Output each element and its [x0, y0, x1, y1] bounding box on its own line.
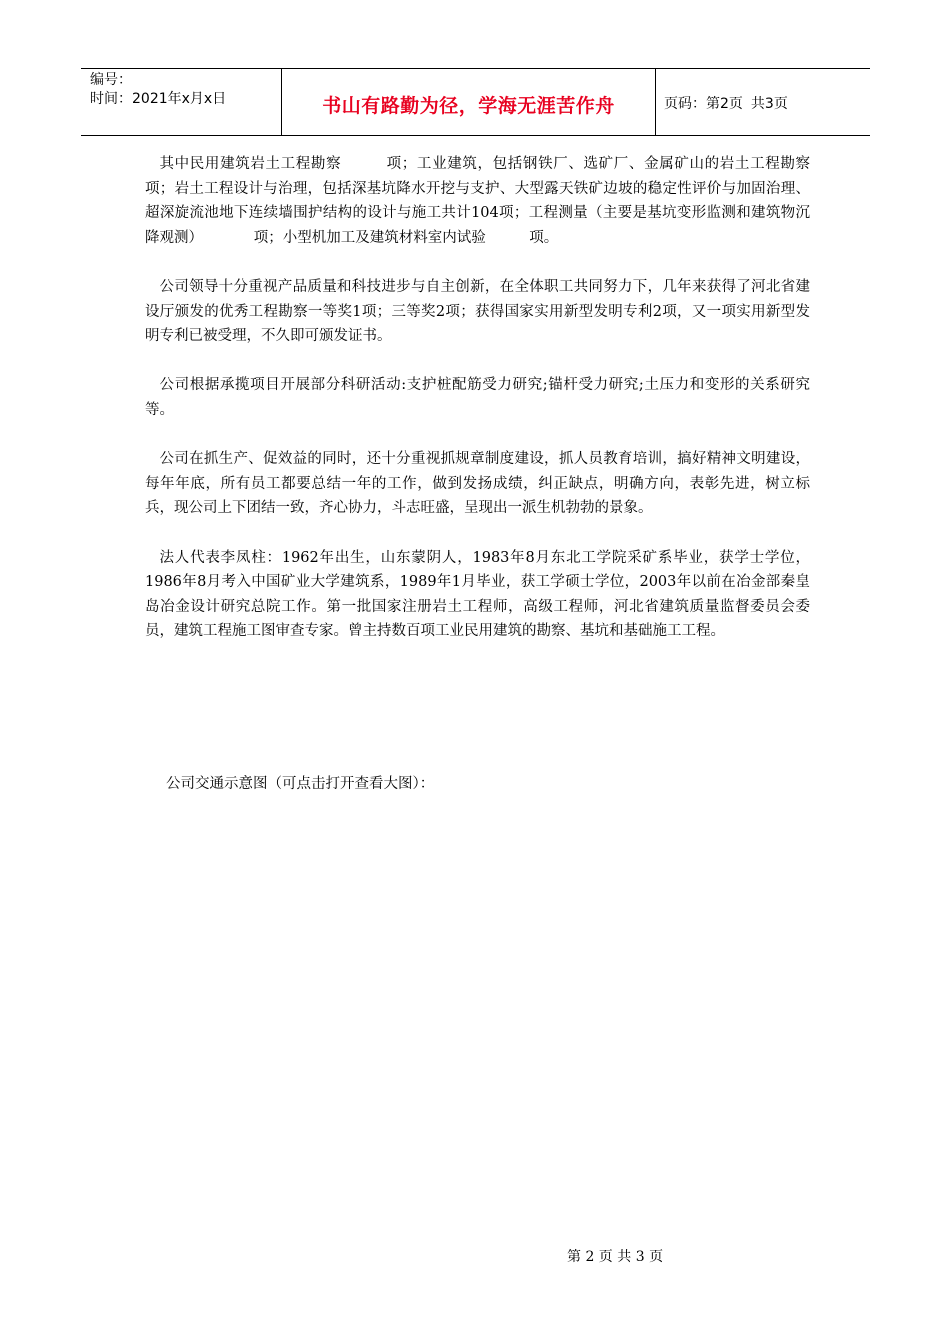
footer-page-number: 第 2 页 共 3 页	[567, 1249, 664, 1265]
header-meta-cell	[81, 69, 282, 135]
header-motto-cell	[282, 69, 656, 135]
paragraph-awards: 公司领导十分重视产品质量和科技进步与自主创新，在全体职工共同努力下，几年来获得了河北省建设厅颁发的优秀工程勘察一等奖1项；三等奖2项；获得国家实用新型发明专利2项，又一项实用新型发明专利已被受理，不久即可颁发证书。	[145, 278, 810, 345]
page-total-label: 共3页	[750, 96, 788, 112]
paragraph-research: 公司根据承揽项目开展部分科研活动:支护桩配筋受力研究;锚杆受力研究;土压力和变形的关系研究等。	[145, 377, 810, 418]
paragraph-management: 公司在抓生产、促效益的同时，还十分重视抓规章制度建设，抓人员教育培训，搞好精神文明建设，每年年底，所有员工都要总结一年的工作，做到发扬成绩，纠正缺点，明确方向，表彰先进，树立标兵，现公司上下团结一致，齐心协力，斗志旺盛，呈现出一派生机勃勃的景象。	[145, 451, 810, 517]
motto-text: 书山有路勤为径，学海无涯苦作舟	[322, 94, 615, 117]
document-body	[145, 152, 854, 668]
time-label: 时间：2021年x月x日	[90, 91, 227, 107]
map-caption-link[interactable]: 公司交通示意图（可点击打开查看大图）：	[166, 776, 435, 792]
header-page-cell	[656, 69, 870, 135]
page-number-label: 页码：第2页	[664, 96, 743, 112]
number-label: 编号：	[90, 72, 132, 88]
paragraph-projects: 其中民用建筑岩土工程勘察 项；工业建筑，包括钢铁厂、选矿厂、金属矿山的岩土工程勘察 项；岩土工程设计与治理，包括深基坑降水开挖与支护、大型露天铁矿边坡的稳定性评价与加固治理、超深旋流池地下连续墙围护结构的设计与施工共计104项；工程测量（主要是基坑变形监测和建筑物沉降观测） 项；小型机加工及建筑材料室内试验 项。	[145, 156, 854, 246]
page-header	[81, 68, 870, 136]
paragraph-legal-representative: 法人代表李凤柱：1962年出生，山东蒙阴人，1983年8月东北工学院采矿系毕业，获学士学位，1986年8月考入中国矿业大学建筑系，1989年1月毕业，获工学硕士学位，2003年以前在冶金部秦皇岛冶金设计研究总院工作。第一批国家注册岩土工程师，高级工程师，河北省建筑质量监督委员会委员，建筑工程施工图审查专家。曾主持数百项工业民用建筑的勘察、基坑和基础施工工程。	[145, 549, 810, 640]
